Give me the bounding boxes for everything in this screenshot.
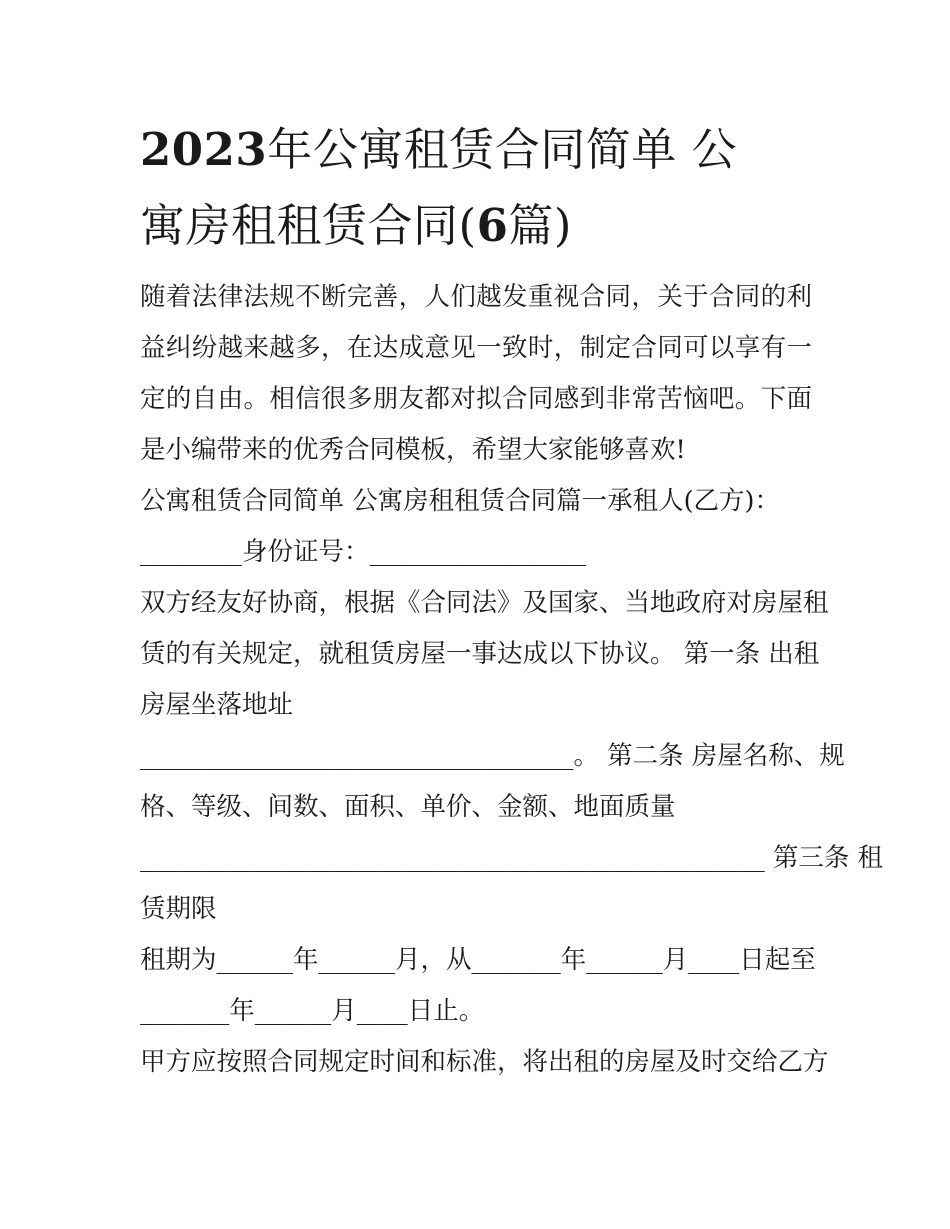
- intro-paragraph: 随着法律法规不断完善，人们越发重视合同，关于合同的利益纠纷越来越多，在达成意见一致时，制定合同可以享有一定的自由。相信很多朋友都对拟合同感到非常苦恼吧。下面是小编带来的优秀合同模板，希望大家能够喜欢!: [140, 282, 812, 465]
- lease-term-line: 租期为______年______月，从_______年______月____日起至: [140, 945, 816, 975]
- title-count: 6: [476, 199, 509, 252]
- body-line: __________________________________。 第二条 房屋名称、规: [140, 741, 845, 771]
- body-line: 赁的有关规定，就租赁房屋一事达成以下协议。 第一条 出租: [140, 639, 820, 669]
- document-page: [140, 112, 883, 1088]
- document-title: [140, 112, 812, 264]
- body-line: 赁期限: [140, 894, 217, 924]
- title-text-tail: 篇): [508, 199, 572, 252]
- title-text: 年公寓租赁合同简单 公: [267, 123, 738, 176]
- title-text-line2: 寓房租租赁合同(: [140, 199, 477, 252]
- id-number-line: ________身份证号：_________________: [140, 537, 587, 567]
- closing-line: 甲方应按照合同规定时间和标准，将出租的房屋及时交给乙方: [140, 1047, 829, 1077]
- title-year: 2023: [140, 123, 268, 176]
- contract-heading-line: 公寓租赁合同简单 公寓房租租赁合同篇一承租人(乙方)：: [140, 486, 781, 516]
- body-line: 房屋坐落地址: [140, 690, 294, 720]
- body-line: 双方经友好协商，根据《合同法》及国家、当地政府对房屋租: [140, 588, 829, 618]
- body-line: _________________________________________________ 第三条 租: [140, 843, 883, 873]
- body-line: 格、等级、间数、面积、单价、金额、地面质量: [140, 792, 676, 822]
- lease-term-line: _______年______月____日止。: [140, 996, 485, 1026]
